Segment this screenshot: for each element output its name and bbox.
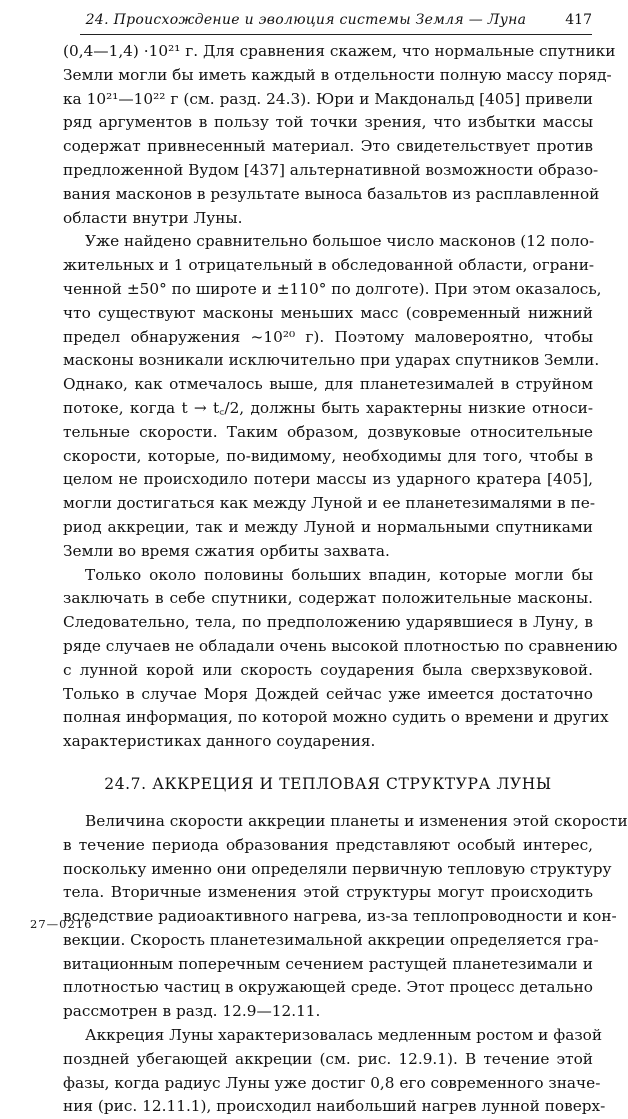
text-line: фазы, когда радиус Луны уже достиг 0,8 его современного значе- xyxy=(63,1073,601,1092)
text-line: скорости, которые, по-видимому, необходимы для того, чтобы в xyxy=(63,446,593,465)
text-line: Однако, как отмечалось выше, для планетезималей в струйном xyxy=(63,375,593,394)
text-line: ченной ±50° по широте и ±110° по долготе). При этом оказалось, xyxy=(63,279,602,298)
text-line: плотностью частиц в окружающей среде. Этот процесс детально xyxy=(63,978,593,997)
text-line: Уже найдено сравнительно большое число масконов (12 поло- xyxy=(85,232,595,251)
section-heading: 24.7. АККРЕЦИЯ И ТЕПЛОВАЯ СТРУКТУРА ЛУНЫ xyxy=(104,774,552,793)
text-line: предложенной Вудом [437] альтернативной возможности образо- xyxy=(63,160,599,179)
text-line: Земли во время сжатия орбиты захвата. xyxy=(63,541,390,560)
text-line: характеристиках данного соударения. xyxy=(63,732,376,751)
text-line: ряд аргументов в пользу той точки зрения, что избытки массы xyxy=(63,113,593,132)
body-text xyxy=(63,40,628,1119)
text-line: ка 10²¹—10²² г (см. разд. 24.3). Юри и Макдональд [405] привели xyxy=(63,89,593,108)
paragraph xyxy=(63,230,602,563)
text-line: (0,4—1,4) ·10²¹ г. Для сравнения скажем, что нормальные спутники xyxy=(63,42,616,60)
text-line: Величина скорости аккреции планеты и изменения этой скорости xyxy=(85,811,628,830)
running-title: 24. Происхождение и эволюция системы Земля — Луна xyxy=(85,12,527,28)
text-line: заключать в себе спутники, содержат положительные масконы. xyxy=(63,589,593,608)
text-line: предел обнаружения ~10²⁰ г). Поэтому маловероятно, чтобы xyxy=(63,327,593,346)
text-line: в течение периода образования представляют особый интерес, xyxy=(63,835,593,854)
running-head xyxy=(80,8,592,35)
text-line: Только около половины больших впадин, которые могли бы xyxy=(85,565,593,584)
text-line: векции. Скорость планетезимальной аккреции определяется гра- xyxy=(63,930,599,949)
text-line: области внутри Луны. xyxy=(63,208,243,227)
page-number: 417 xyxy=(565,12,592,28)
paragraph xyxy=(63,810,628,1024)
text-line: с лунной корой или скорость соударения была сверхзвуковой. xyxy=(63,660,593,679)
paragraph xyxy=(63,564,618,754)
text-line: целом не происходило потери массы из ударного кратера [405], xyxy=(63,470,593,489)
text-line: что существуют масконы меньших масс (современный нижний xyxy=(63,303,593,322)
text-line: жительных и 1 отрицательный в обследованной области, ограни- xyxy=(63,256,595,275)
paragraph xyxy=(63,40,616,230)
text-line: Только в случае Моря Дождей сейчас уже имеется достаточно xyxy=(63,684,593,703)
text-line: содержат привнесенный материал. Это свидетельствует против xyxy=(63,137,593,156)
text-line: тела. Вторичные изменения этой структуры могут происходить xyxy=(63,883,593,902)
text-line: поскольку именно они определяли первичную тепловую структуру xyxy=(63,859,612,878)
signature-mark: 27—0216 xyxy=(30,917,93,931)
text-line: потоке, когда t → t꜀/2, должны быть характерны низкие относи- xyxy=(63,398,593,417)
text-line: Земли могли бы иметь каждый в отдельности полную массу поряд- xyxy=(63,65,612,84)
text-line: тельные скорости. Таким образом, дозвуковые относительные xyxy=(63,422,593,441)
text-line: Аккреция Луны характеризовалась медленным ростом и фазой xyxy=(85,1026,603,1045)
paragraph xyxy=(63,1024,606,1119)
text-line: вания масконов в результате выноса базальтов из расплавленной xyxy=(63,184,600,203)
text-line: полная информация, по которой можно судить о времени и других xyxy=(63,708,609,727)
text-line: Следовательно, тела, по предположению ударявшиеся в Луну, в xyxy=(63,613,593,632)
text-line: риод аккреции, так и между Луной и нормальными спутниками xyxy=(63,517,593,536)
text-line: масконы возникали исключительно при ударах спутников Земли. xyxy=(63,351,600,370)
text-line: ряде случаев не обладали очень высокой плотностью по сравнению xyxy=(63,636,618,655)
text-line: ния (рис. 12.11.1), происходил наибольший нагрев лунной поверх- xyxy=(63,1097,606,1116)
text-line: поздней убегающей аккреции (см. рис. 12.9.1). В течение этой xyxy=(63,1049,593,1068)
text-line: витационным поперечным сечением растущей планетезимали и xyxy=(63,954,593,973)
text-line: рассмотрен в разд. 12.9—12.11. xyxy=(63,1002,321,1021)
text-line: могли достигаться как между Луной и ее планетезималями в пе- xyxy=(63,494,595,513)
text-line: вследствие радиоактивного нагрева, из-за теплопроводности и кон- xyxy=(63,907,617,926)
